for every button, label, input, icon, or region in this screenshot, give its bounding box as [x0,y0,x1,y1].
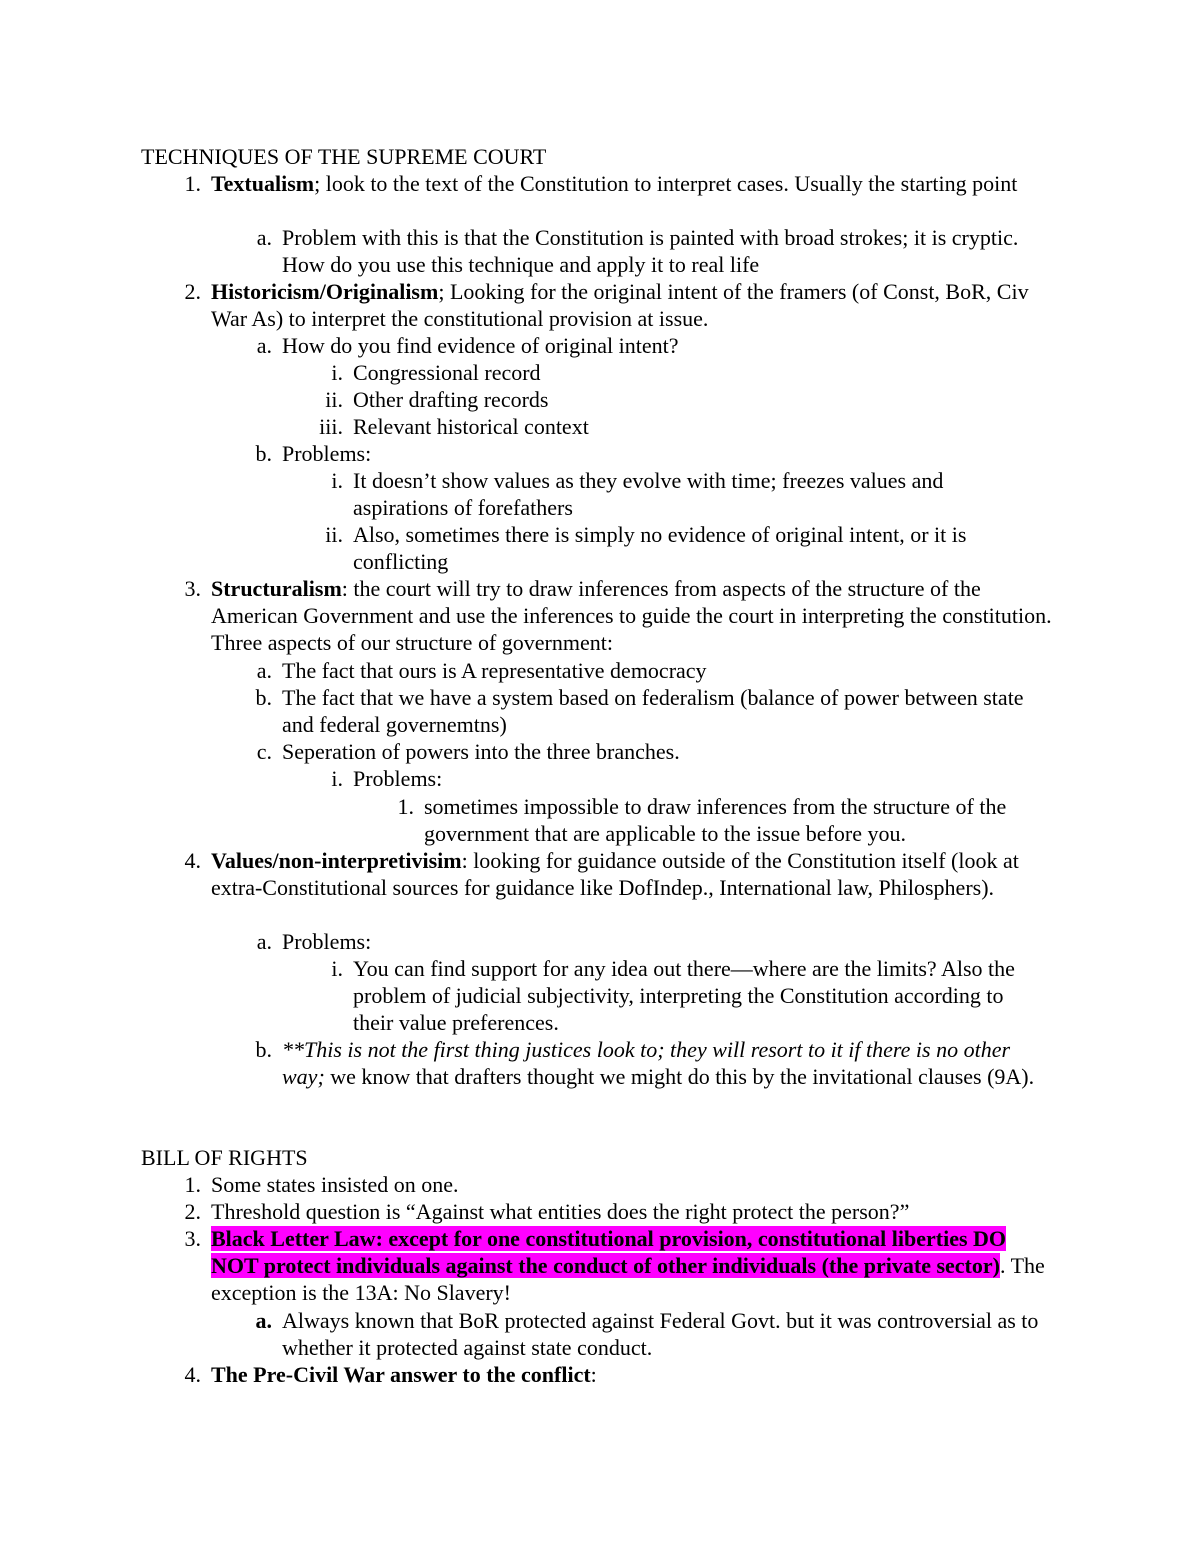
list-item [331,359,1033,386]
list-marker: a. [256,333,272,358]
list-item [184,170,1061,197]
list-marker: 4. [184,1362,201,1387]
section-heading: BILL OF RIGHTS [141,1145,308,1170]
section-heading: TECHNIQUES OF THE SUPREME COURT [141,144,547,169]
list-marker: 1. [184,1172,201,1197]
list-marker: i. [331,468,343,493]
item-text: Problems: [353,766,443,791]
list-item [256,928,1042,955]
list-item [255,1036,1042,1090]
list-marker: i. [331,766,343,791]
item-text: Threshold question is “Against what entities does the right protect the person?” [211,1199,910,1224]
item-text: The fact that ours is A representative democracy [282,658,707,683]
list-item [256,657,1042,684]
list-marker: a. [256,658,272,683]
list-item [255,684,1042,738]
list-item [256,332,1022,359]
item-text: Congressional record [353,360,541,385]
item-text: Other drafting records [353,387,549,412]
item-text: : [590,1362,597,1387]
list-marker: ii. [325,387,343,412]
list-item [256,224,1022,278]
item-text: ; Looking for the original intent of the framers (of Const, BoR, Civ War As) to interpret the constitutional provision at issue. [211,279,1029,332]
item-text: It doesn’t show values as they evolve with time; freezes values and aspirations of forefathers [353,468,944,521]
list-marker: b. [255,441,272,466]
list-item [184,1225,1046,1306]
list-item [325,386,1033,413]
list-item [331,765,1043,792]
list-item [256,738,1042,765]
list-marker: 1. [184,171,201,196]
item-text: Seperation of powers into the three branches. [282,739,680,764]
list-marker: i. [331,360,343,385]
italic-note: **This is not the first thing justices look to; they will resort to it if there is no other way; [282,1037,1011,1090]
item-text: How do you find evidence of original intent? [282,333,679,358]
item-text: sometimes impossible to draw inferences from the structure of the government that are applicable to the issue before you. [424,794,1007,847]
item-text: ; look to the text of the Constitution to interpret cases. Usually the starting point [314,171,1018,196]
item-text: The fact that we have a system based on federalism (balance of power between state and federal governemtns) [282,685,1024,738]
list-item [184,1198,1071,1225]
item-text: You can find support for any idea out there—where are the limits? Also the problem of judicial subjectivity, interpreting the Constitution according to their value preferences. [353,956,1015,1036]
list-item [184,575,1061,656]
list-marker: 1. [397,794,414,819]
item-text: Some states insisted on one. [211,1172,459,1197]
item-text: Problems: [282,441,372,466]
list-marker: c. [256,739,272,764]
term: Structuralism [211,576,342,601]
list-marker: a. [256,225,272,250]
list-marker: iii. [319,414,343,439]
list-item [397,793,1064,847]
list-marker: b. [255,1037,272,1062]
list-item [331,467,1013,521]
list-marker: 2. [184,279,201,304]
highlighted-text: Black Letter Law: except for one constitutional provision, constitutional liberties DO NOT protect individuals against the conduct of other individuals (the private sector) [211,1226,1007,1279]
list-marker: i. [331,956,343,981]
list-item [184,1171,1071,1198]
item-text: we know that drafters thought we might do this by the invitational clauses (9A). [324,1064,1035,1090]
list-item [325,521,1033,575]
list-item [255,1307,1052,1361]
list-marker: a. [255,1308,272,1333]
item-text: Always known that BoR protected against Federal Govt. but it was controversial as to whether it protected against state conduct. [282,1308,1039,1361]
list-marker: b. [255,685,272,710]
item-text: : looking for guidance outside of the Constitution itself (look at extra-Constitutional sources for guidance like DofIndep., International law, Philosphers). [211,848,1019,901]
list-marker: 2. [184,1199,201,1224]
list-marker: 3. [184,576,201,601]
term: Textualism [211,171,315,196]
item-text: : the court will try to draw inferences from aspects of the structure of the American Government and use the inferences to guide the court in interpreting the constitution. Three aspects of our structure of government: [211,576,1052,656]
item-text: . The exception is the 13A: No Slavery! [211,1253,1045,1306]
item-text: Problem with this is that the Constitution is painted with broad strokes; it is cryptic. How do you use this technique and apply it to real life [282,225,1019,278]
list-item [184,847,1071,901]
list-item [184,1361,1071,1388]
term: The Pre-Civil War answer to the conflict [211,1362,591,1387]
item-text: Relevant historical context [353,414,589,439]
list-item [331,955,1043,1036]
list-marker: 3. [184,1226,201,1251]
item-text: Problems: [282,929,372,954]
term: Values/non-interpretivisim [211,848,462,873]
list-item [184,278,1061,332]
list-marker: ii. [325,522,343,547]
term: Historicism/Originalism [211,279,439,304]
list-marker: 4. [184,848,201,873]
list-item [319,413,1033,440]
list-item [255,440,1022,467]
list-marker: a. [256,929,272,954]
item-text: Also, sometimes there is simply no evidence of original intent, or it is conflicting [353,522,967,575]
